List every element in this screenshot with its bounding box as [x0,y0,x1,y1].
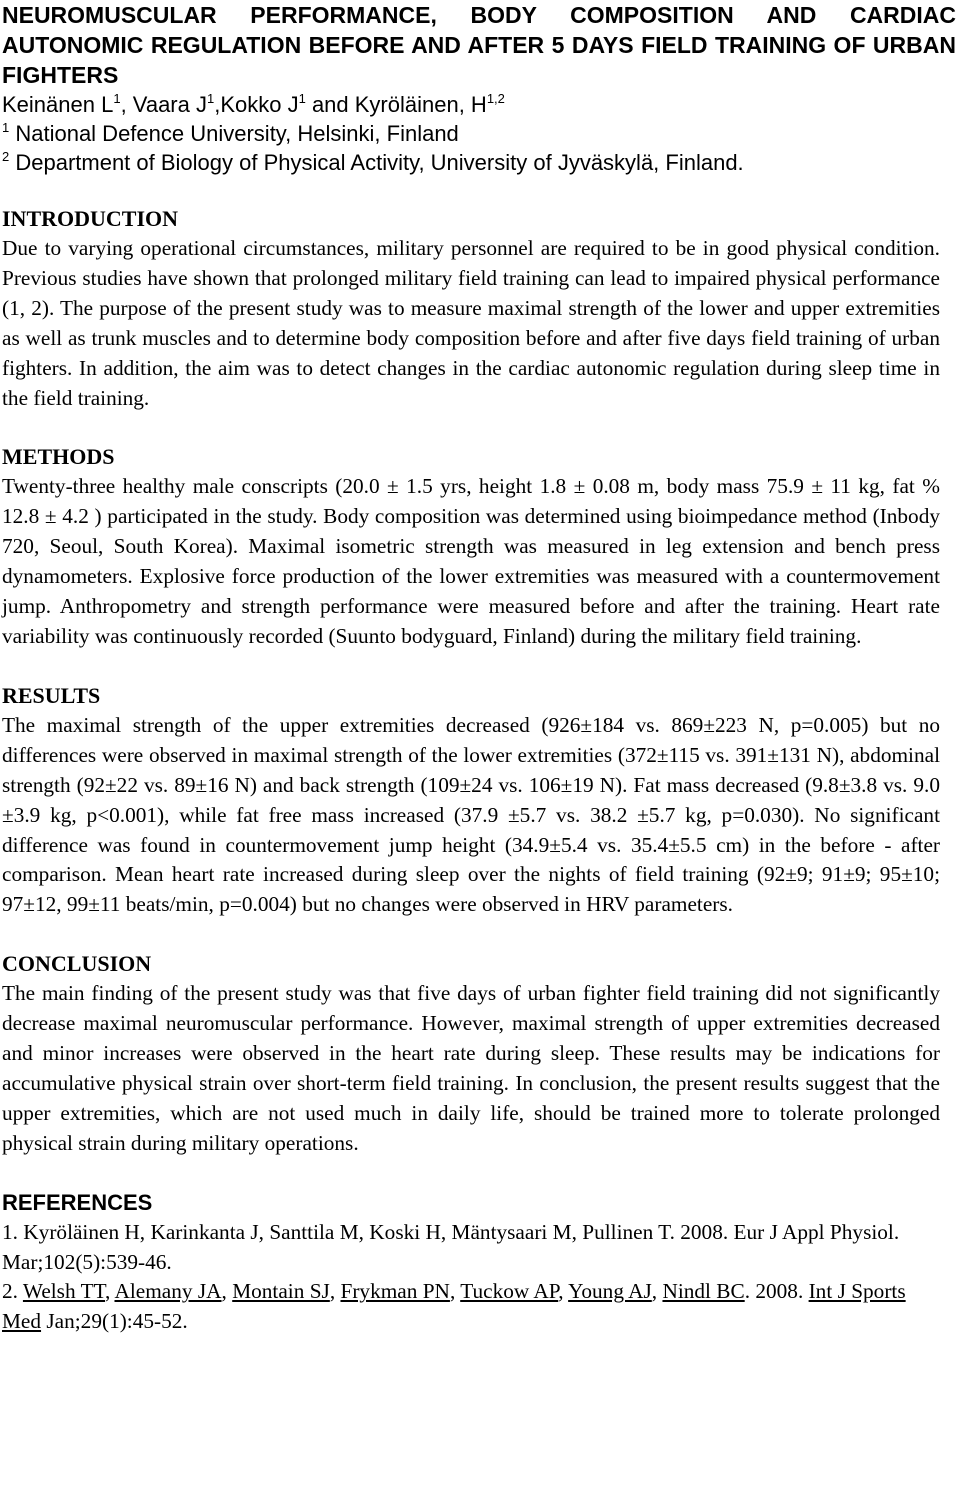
reference-author-link[interactable]: Frykman PN [340,1279,450,1304]
affiliation-marker: 2 [2,149,10,164]
reference-author-link[interactable]: Welsh TT [22,1279,105,1304]
methods-text: Twenty-three healthy male conscripts (20.0 ± 1.5 yrs, height 1.8 ± 0.08 m, body mass 75.9 ± 11 kg, fat % 12.8 ± 4.2 ) participated in the study. Body composition was determined using bioimpedance method (Inbody 720, Seoul, South Korea). Maximal isometric strength was measured in leg extension and bench press dynamometers. Explosive force production of the lower extremities was measured with a countermovement jump. Anthropometry and strength performance were measured before and after the training. Heart rate variability was continuously recorded (Suunto bodyguard, Finland) during the military field training. [2,474,940,648]
separator: , [221,1279,233,1304]
reference-author-link[interactable]: Montain SJ [232,1279,330,1304]
affiliation-text: Department of Biology of Physical Activity, University of Jyväskylä, Finland. [9,150,744,175]
separator: , [651,1279,663,1304]
conclusion-text: The main finding of the present study was that five days of urban fighter field training did not significantly decrease maximal neuromuscular performance. However, maximal strength of upper extremities decreased and minor increases were observed in the heart rate during sleep. These results may be indications for accumulative physical strain over short-term field training. In conclusion, the present results suggest that the upper extremities, which are not used much in daily life, should be trained more to tolerate prolonged physical strain during military operations. [2,981,940,1155]
affiliation-marker: 1,2 [486,91,505,106]
reference-year: . 2008. [744,1279,809,1304]
separator: , [105,1279,115,1304]
results-text: The maximal strength of the upper extremities decreased (926±184 vs. 869±223 N, p=0.005) but no differences were observed in maximal strength of the lower extremities (372±115 vs. 391±131 N), abdominal strength (92±22 vs. 89±16 N) and back strength (109±24 vs. 106±19 N). Fat mass decreased (9.8±3.8 vs. 9.0 ±3.9 kg, p<0.001), while fat free mass increased (37.9 ±5.7 vs. 38.2 ±5.7 kg, p=0.030). No significant difference was found in countermovement jump height (34.9±5.4 vs. 35.4±5.5 cm) in the before - after comparison. Mean heart rate increased during sleep over the nights of field training (92±9; 91±9; 95±10; 97±12, 99±11 beats/min, p=0.004) but no changes were observed in HRV parameters. [2,712,940,917]
separator: , [558,1279,569,1304]
affiliation-marker: 1 [2,120,10,135]
affiliation-text: National Defence University, Helsinki, Finland [9,121,459,146]
reference-author-link[interactable]: Nindl BC [662,1279,745,1304]
affiliation-marker: 1 [298,91,306,106]
separator: , [449,1279,461,1304]
reference-number: 2. [2,1279,23,1304]
author-name: ,Kokko J [214,92,299,117]
affiliation-marker: 1 [206,91,215,106]
author-name: , Vaara J [120,92,207,117]
author-name: Keinänen L [2,92,114,117]
reference-2 [2,1277,960,1337]
reference-journal-link[interactable]: Int J Sports Med [2,1279,906,1334]
separator: , [329,1279,341,1304]
paper-title: NEUROMUSCULAR PERFORMANCE, BODY COMPOSITION AND CARDIAC AUTONOMIC REGULATION BEFORE AND AFTER 5 DAYS FIELD TRAINING OF URBAN FIGHTERS [2,2,956,88]
introduction-text: Due to varying operational circumstances, military personnel are required to be in good physical condition. Previous studies have shown that prolonged military field training can lead to impaired physical performance (1, 2). The purpose of the present study was to measure maximal strength of the lower and upper extremities as well as trunk muscles and to determine body composition before and after five days field training of urban fighters. In addition, the aim was to detect changes in the cardiac autonomic regulation during sleep time in the field training. [2,236,940,410]
conclusion-heading: CONCLUSION [2,951,152,977]
reference-author-link[interactable]: Alemany JA [114,1279,222,1304]
affiliation-2 [2,148,960,177]
methods-heading: METHODS [2,444,115,470]
introduction-heading: INTRODUCTION [2,206,179,231]
author-name: and Kyröläinen, H [305,92,487,117]
reference-author-link[interactable]: Young AJ [568,1279,652,1304]
references-heading: REFERENCES [2,1189,153,1215]
affiliation-marker: 1 [113,91,121,106]
reference-1: 1. Kyröläinen H, Karinkanta J, Santtila M, Koski H, Mäntysaari M, Pullinen T. 2008. Eur J Appl Physiol. Mar;102(5):539-46. [2,1219,900,1274]
results-heading: RESULTS [2,682,101,708]
reference-tail: Jan;29(1):45-52. [41,1309,188,1334]
author-list [2,90,960,119]
reference-author-link[interactable]: Tuckow AP [460,1279,559,1304]
affiliation-1 [2,119,960,148]
